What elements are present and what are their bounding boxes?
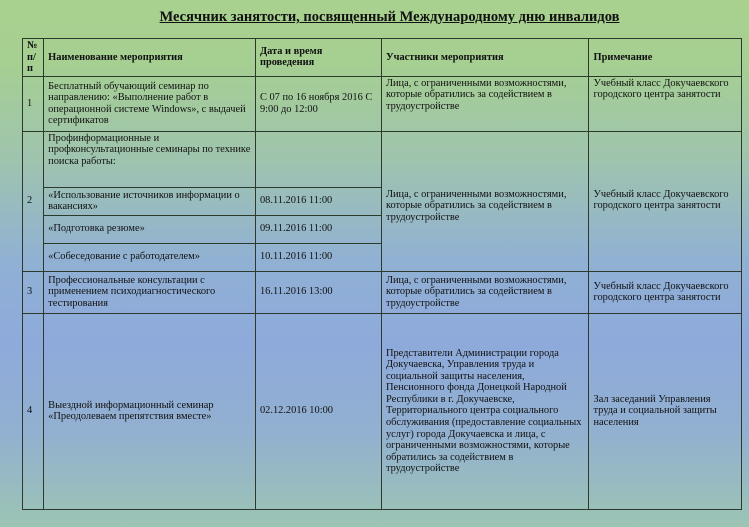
event-participants: Лица, с ограниченными возможностями, которые обратились за содействием в трудоустройстве: [381, 131, 589, 271]
event-participants: Лица, с ограниченными возможностями, которые обратились за содействием в трудоустройстве: [381, 271, 589, 313]
row-number: 4: [23, 313, 44, 509]
sub-event-name: «Собеседование с работодателем»: [44, 243, 256, 271]
sub-event-date: 09.11.2016 11:00: [255, 215, 381, 243]
event-note: Учебный класс Докучаевского городского центра занятости: [589, 131, 742, 271]
event-note: Учебный класс Докучаевского городского центра занятости: [589, 76, 742, 131]
event-date: С 07 по 16 ноября 2016 С 9:00 до 12:00: [255, 76, 381, 131]
event-name: Профессиональные консультации с применением психодиагностического тестирования: [44, 271, 256, 313]
header-note: Примечание: [589, 39, 742, 77]
event-date: [255, 131, 381, 187]
row-number: 1: [23, 76, 44, 131]
event-participants: Лица, с ограниченными возможностями, которые обратились за содействием в трудоустройстве: [381, 76, 589, 131]
row-number: 2: [23, 131, 44, 271]
event-date: 02.12.2016 10:00: [255, 313, 381, 509]
event-name: Бесплатный обучающий семинар по направлению: «Выполнение работ в операционной системе Windows», с выдачей сертификатов: [44, 76, 256, 131]
event-name: Профинформационные и профконсультационные семинары по технике поиска работы:: [44, 131, 256, 187]
row-number: 3: [23, 271, 44, 313]
header-event-name: Наименование мероприятия: [44, 39, 256, 77]
table-row: [23, 76, 742, 131]
table-row: [23, 313, 742, 509]
table-header-row: [23, 39, 742, 77]
sub-event-name: «Подготовка резюме»: [44, 215, 256, 243]
header-date-time: Дата и время проведения: [255, 39, 381, 77]
event-name: Выездной информационный семинар «Преодолеваем препятствия вместе»: [44, 313, 256, 509]
event-note: Зал заседаний Управления труда и социальной защиты населения: [589, 313, 742, 509]
event-note: Учебный класс Докучаевского городского центра занятости: [589, 271, 742, 313]
sub-event-name: «Использование источников информации о вакансиях»: [44, 187, 256, 215]
sub-event-date: 10.11.2016 11:00: [255, 243, 381, 271]
header-participants: Участники мероприятия: [381, 39, 589, 77]
header-number: № п/п: [23, 39, 44, 77]
event-date: 16.11.2016 13:00: [255, 271, 381, 313]
sub-event-date: 08.11.2016 11:00: [255, 187, 381, 215]
table-row: [23, 131, 742, 187]
event-participants: Представители Администрации города Докучаевска, Управления труда и социальной защиты населения, Пенсионного фонда Донецкой Народной Республики в г. Докучаевске, Территориального центра социального обслуживания (предоставление социальных услуг) города Докучаевска и лица, с ограниченными возможностями, которые обратились за содействием в трудоустройстве: [381, 313, 589, 509]
table-row: [23, 271, 742, 313]
events-table: [22, 38, 742, 510]
page-title: Месячник занятости, посвященный Международному дню инвалидов: [159, 9, 620, 25]
